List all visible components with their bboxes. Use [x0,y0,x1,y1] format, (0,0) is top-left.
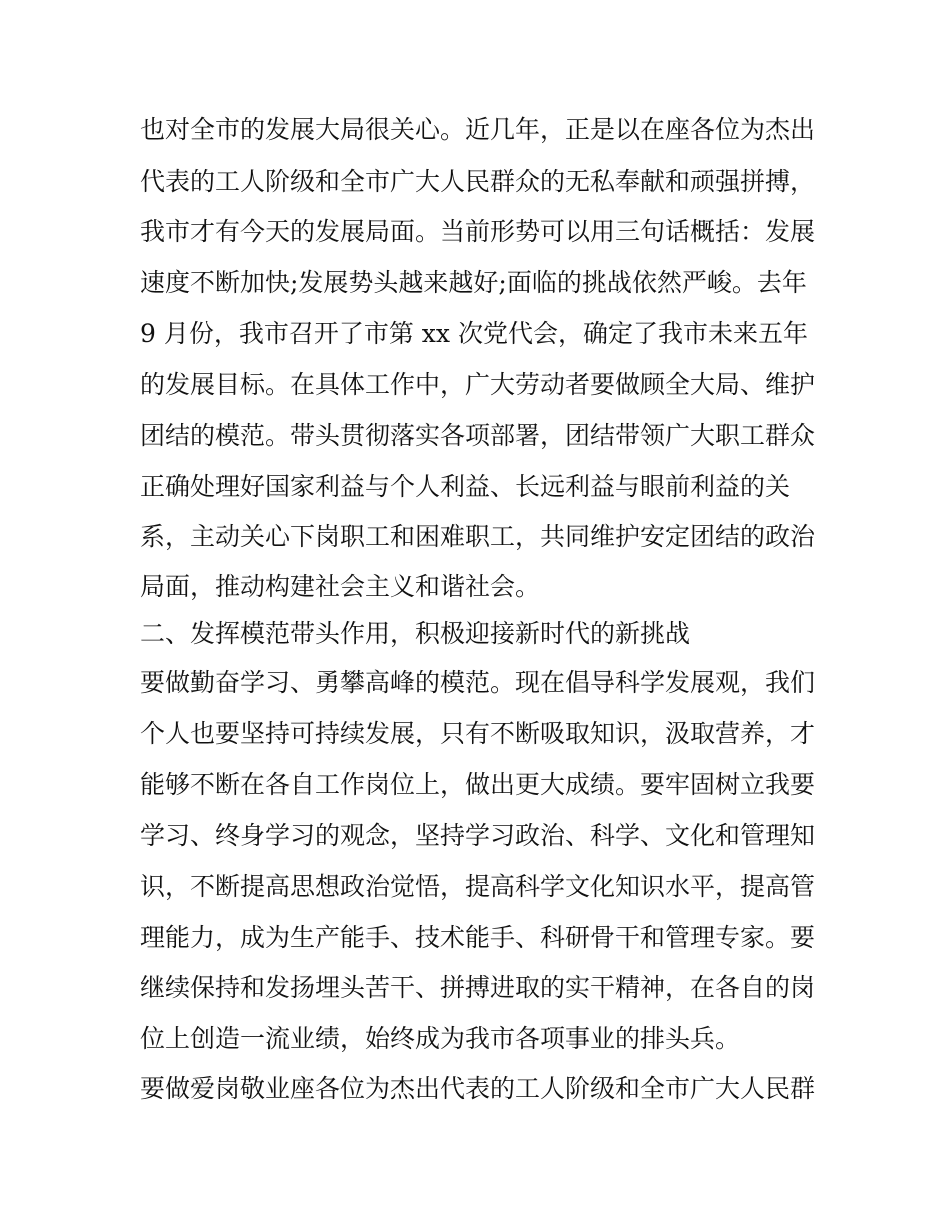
text-line: 要做爱岗敬业座各位为杰出代表的工人阶级和全市广大人民群 [140,1074,816,1103]
text-line: 团结的模范。带头贯彻落实各项部署，团结带领广大职工群众 [140,421,816,450]
text-line: 理能力，成为生产能手、技术能手、科研骨干和管理专家。要 [140,923,816,952]
text-line: 正确处理好国家利益与个人利益、长远利益与眼前利益的关 [140,472,791,501]
text-line: 代表的工人阶级和全市广大人民群众的无私奉献和顽强拼搏， [140,167,816,196]
section-heading: 二、发挥模范带头作用，积极迎接新时代的新挑战 [140,619,691,648]
text-line: 识，不断提高思想政治觉悟，提高科学文化知识水平，提高管 [140,872,816,901]
text-line: 要做勤奋学习、勇攀高峰的模范。现在倡导科学发展观，我们 [140,668,816,697]
text-line: 我市才有今天的发展局面。当前形势可以用三句话概括：发展 [140,217,816,246]
text-line: 9 月份，我市召开了市第 xx 次党代会，确定了我市未来五年 [140,319,808,348]
text-line: 能够不断在各自工作岗位上，做出更大成绩。要牢固树立我要 [140,770,816,799]
text-line: 的发展目标。在具体工作中，广大劳动者要做顾全大局、维护 [140,370,816,399]
text-line: 系，主动关心下岗职工和困难职工，共同维护安定团结的政治 [140,522,816,551]
text-line: 也对全市的发展大局很关心。近几年，正是以在座各位为杰出 [140,115,816,144]
text-line: 个人也要坚持可持续发展，只有不断吸取知识，汲取营养，才 [140,719,816,748]
text-line: 学习、终身学习的观念，坚持学习政治、科学、文化和管理知 [140,821,816,850]
text-line: 位上创造一流业绩，始终成为我市各项事业的排头兵。 [140,1024,741,1053]
text-line: 局面，推动构建社会主义和谐社会。 [140,572,541,601]
text-line: 速度不断加快;发展势头越来越好;面临的挑战依然严峻。去年 [140,268,807,297]
text-line: 继续保持和发扬埋头苦干、拼搏进取的实干精神，在各自的岗 [140,973,816,1002]
